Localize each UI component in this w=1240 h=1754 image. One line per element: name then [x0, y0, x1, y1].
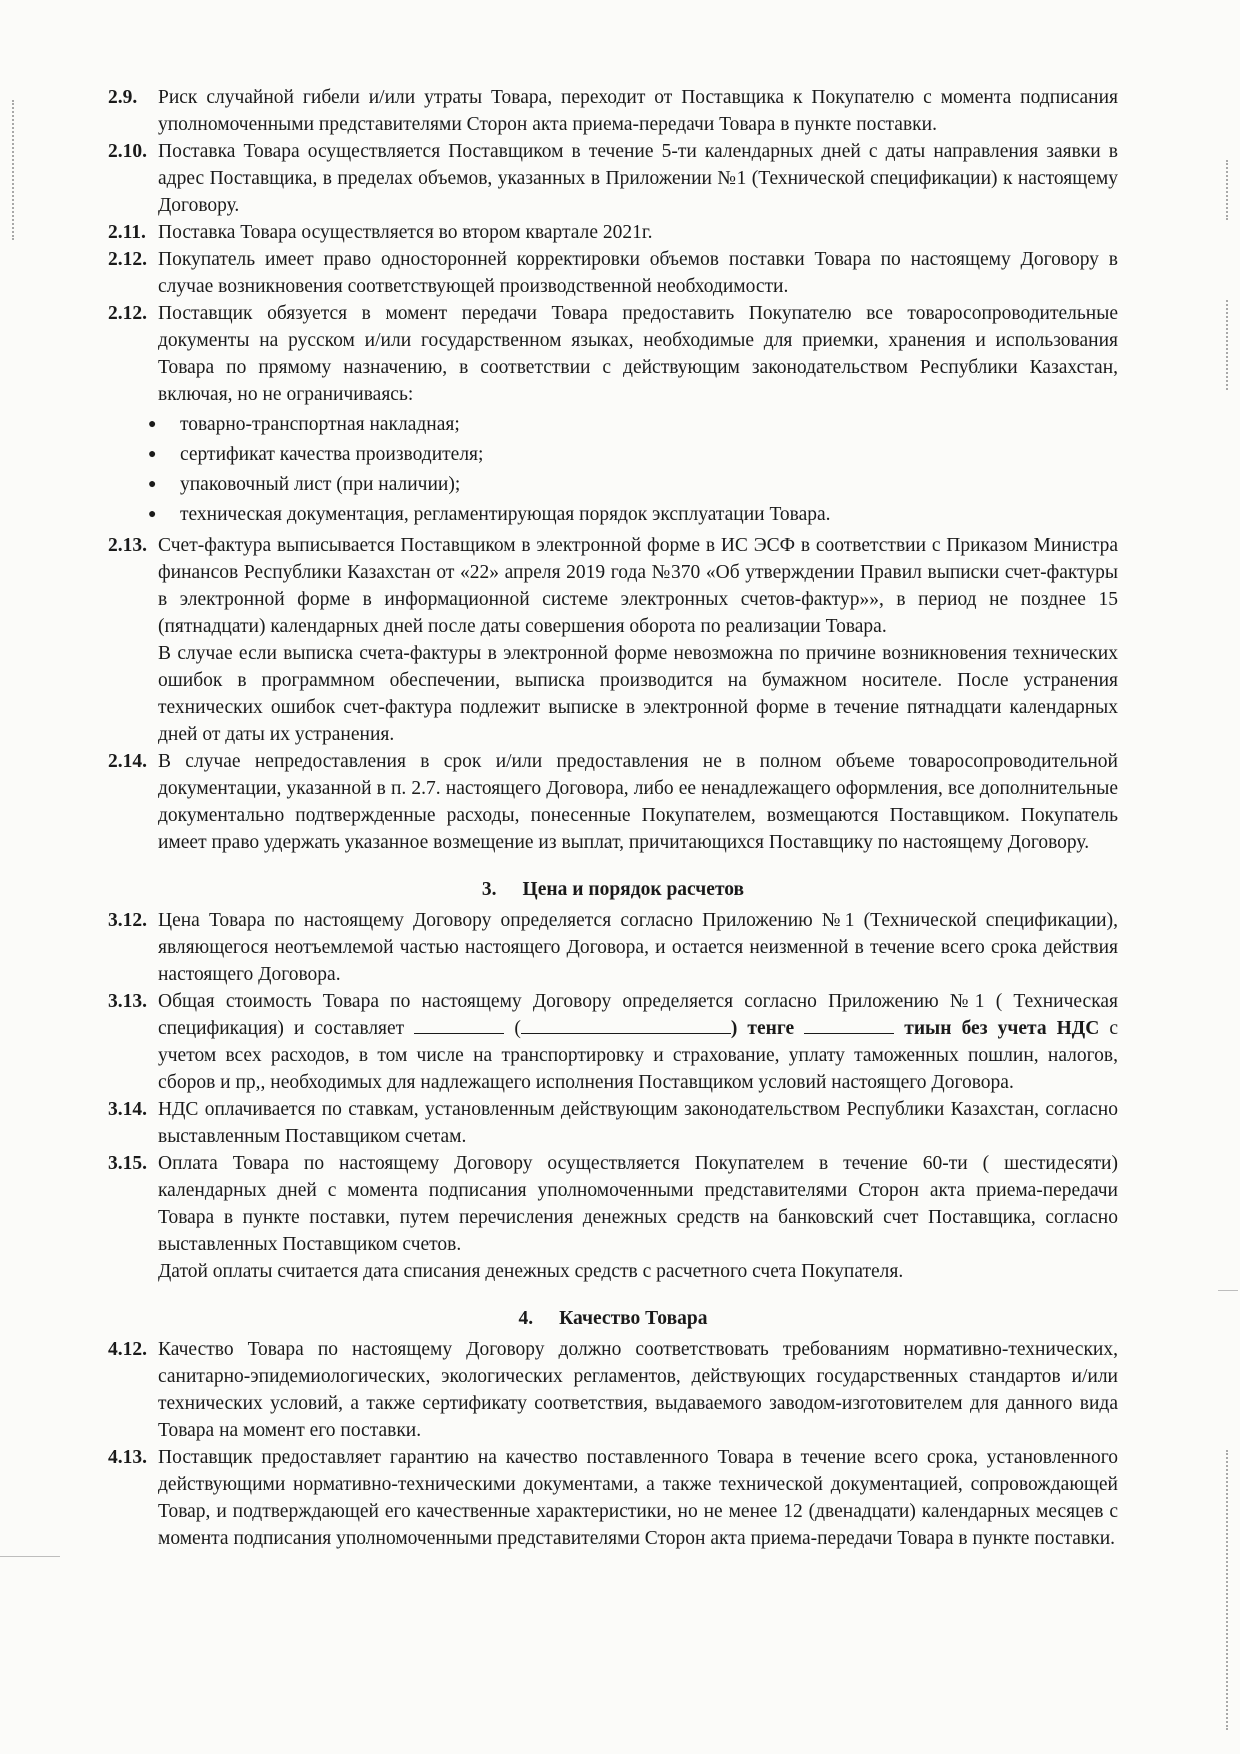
clause-text: Поставка Товара осуществляется Поставщиком в течение 5-ти календарных дней с даты направления заявки в адрес Поставщика, в пределах объемов, указанных в Приложении №1 (Технической спецификации) к настоящему Договору. — [158, 141, 1118, 216]
clause-number: 4.13. — [108, 1447, 147, 1468]
clause-number: 3.13. — [108, 991, 147, 1012]
clause-text: Оплата Товара по настоящему Договору осуществляется Покупателем в течение 60-ти ( шестидесяти) календарных дней с момента подписания уполномоченными представителями Сторон акта приема-передачи Товара в пункте поставки, путем перечисления денежных средств на банковский счет Поставщика, согласно выставленных Поставщиком счетов. — [158, 1153, 1118, 1255]
clause-2-13-continuation: В случае если выписка счета-фактуры в электронной форме невозможна по причине возникновения технических ошибок в программном обеспечении, выписка производится на бумажном носителе. После устранения технических ошибок счет-фактура подлежит выписке в электронной форме в течение пятнадцати календарных дней от даты их устранения. — [158, 643, 1118, 745]
clause-number: 2.12. — [108, 249, 147, 270]
scan-edge-line-right — [1218, 1290, 1238, 1291]
tiyn-vat-label: тиын без учета НДС — [904, 1018, 1100, 1039]
clause-4-13 — [108, 1444, 1118, 1552]
clause-text: Цена Товара по настоящему Договору определяется согласно Приложению №1 (Технической спецификации), являющегося неотъемлемой частью настоящего Договора, и остается неизменной в течение всего срока действия настоящего Договора. — [158, 910, 1118, 985]
clause-number: 3.12. — [108, 910, 147, 931]
section-title: Цена и порядок расчетов — [522, 879, 745, 900]
scan-edge-line-left — [0, 1556, 60, 1557]
list-item-text: техническая документация, регламентирующая порядок эксплуатации Товара. — [180, 504, 831, 525]
clause-text: Общая стоимость Товара по настоящему Договору определяется согласно Приложению №1 ( Техническая спецификация) и составляет — [158, 991, 1118, 1039]
clause-2-12a — [108, 246, 1118, 300]
clause-text: Поставка Товара осуществляется во втором квартале 2021г. — [158, 222, 653, 243]
clause-text-end: с учетом всех расходов, в том числе на транспортировку и страхование, уплату таможенных пошлин, налогов, сборов и пр,, необходимых для надлежащего исполнения Поставщиком условий настоящего Договора. — [158, 1018, 1119, 1093]
clause-2-9 — [108, 84, 1118, 138]
clause-number: 2.12. — [108, 303, 147, 324]
document-body — [108, 84, 1118, 1552]
tiyn-blank-field[interactable] — [804, 1015, 894, 1034]
list-item — [108, 500, 1118, 530]
clause-text: Счет-фактура выписывается Поставщиком в электронной форме в ИС ЭСФ в соответствии с Приказом Министра финансов Республики Казахстан от «22» апреля 2019 года №370 «Об утверждении Правил выписки счет-фактуры в электронной форме в информационной системе электронных счетов-фактур»», в период не позднее 15 (пятнадцати) календарных дней после даты совершения оборота по реализации Товара. — [158, 535, 1118, 637]
list-item — [108, 410, 1118, 440]
clause-text: Покупатель имеет право односторонней корректировки объемов поставки Товара по настоящему Договору в случае возникновения соответствующей производственной необходимости. — [158, 249, 1118, 297]
clause-3-13 — [108, 988, 1118, 1096]
bullet-icon: ● — [148, 447, 157, 462]
clause-text: Риск случайной гибели и/или утраты Товара, переходит от Поставщика к Покупателю с момента подписания уполномоченными представителями Сторон акта приема-передачи Товара в пункте поставки. — [158, 87, 1118, 135]
scan-edge-mark-right-mid — [1226, 300, 1228, 390]
section-number: 4. — [518, 1308, 534, 1329]
section-3-heading — [108, 876, 1118, 903]
bullet-icon: ● — [148, 507, 157, 522]
clause-number: 2.11. — [108, 222, 146, 243]
clause-number: 2.13. — [108, 535, 147, 556]
bullet-icon: ● — [148, 477, 157, 492]
clause-text: Поставщик обязуется в момент передачи Товара предоставить Покупателю все товаросопроводительные документы на русском и/или государственном языках, необходимые для приемки, хранения и использования Товара по прямому назначению, в соответствии с действующим законодательством Республики Казахстан, включая, но не ограничиваясь: — [158, 303, 1118, 405]
list-item — [108, 470, 1118, 500]
amount-blank-field[interactable] — [414, 1015, 504, 1034]
clause-text: Качество Товара по настоящему Договору должно соответствовать требованиям нормативно-технических, санитарно-эпидемиологических, экологических регламентов, действующих государственных стандартов и/или технических условий, а также сертификату соответствия, выдаваемого заводом-изготовителем для данного вида Товара на момент его поставки. — [158, 1339, 1118, 1441]
list-item-text: сертификат качества производителя; — [180, 444, 484, 465]
clause-2-12b — [108, 300, 1118, 408]
clause-number: 2.14. — [108, 751, 147, 772]
clause-number: 3.15. — [108, 1153, 147, 1174]
list-item — [108, 440, 1118, 470]
clause-3-15-continuation: Датой оплаты считается дата списания денежных средств с расчетного счета Покупателя. — [158, 1261, 904, 1282]
clause-2-10 — [108, 138, 1118, 219]
list-item-text: упаковочный лист (при наличии); — [180, 474, 461, 495]
list-item-text: товарно-транспортная накладная; — [180, 414, 460, 435]
clause-text: НДС оплачивается по ставкам, установленным действующим законодательством Республики Казахстан, согласно выставленным Поставщиком счетам. — [158, 1099, 1118, 1147]
clause-number: 3.14. — [108, 1099, 147, 1120]
section-number: 3. — [481, 879, 497, 900]
currency-tenge-label: ) тенге — [730, 1018, 795, 1039]
amount-in-words-blank-field[interactable] — [521, 1015, 731, 1034]
clause-number: 4.12. — [108, 1339, 147, 1360]
scan-edge-mark-left — [12, 100, 14, 240]
clause-4-12 — [108, 1336, 1118, 1444]
scan-edge-mark-right-top — [1226, 160, 1228, 220]
scan-edge-mark-right-bottom — [1226, 1450, 1228, 1730]
open-paren: ( — [514, 1018, 521, 1039]
clause-2-11 — [108, 219, 1118, 246]
section-title: Качество Товара — [559, 1308, 708, 1329]
clause-3-15 — [108, 1150, 1118, 1258]
clause-number: 2.9. — [108, 87, 138, 108]
document-list — [108, 410, 1118, 530]
bullet-icon: ● — [148, 417, 157, 432]
clause-2-14 — [108, 748, 1118, 856]
clause-text: В случае непредоставления в срок и/или предоставления не в полном объеме товаросопроводительной документации, указанной в п. 2.7. настоящего Договора, либо ее ненадлежащего оформления, все дополнительные документально подтвержденные расходы, понесенные Покупателем, возмещаются Поставщиком. Покупатель имеет право удержать указанное возмещение из выплат, причитающихся Поставщику по настоящему Договору. — [158, 751, 1118, 853]
clause-3-12 — [108, 907, 1118, 988]
clause-text: Поставщик предоставляет гарантию на качество поставленного Товара в течение всего срока, установленного действующими нормативно-техническими документами, а также технической документацией, сопровождающей Товар, и подтверждающей его качественные характеристики, но не менее 12 (двенадцати) календарных месяцев с момента подписания уполномоченными представителями Сторон акта приема-передачи Товара в пункте поставки. — [158, 1447, 1118, 1549]
clause-2-13 — [108, 532, 1118, 640]
clause-number: 2.10. — [108, 141, 147, 162]
clause-3-14 — [108, 1096, 1118, 1150]
section-4-heading — [108, 1305, 1118, 1332]
